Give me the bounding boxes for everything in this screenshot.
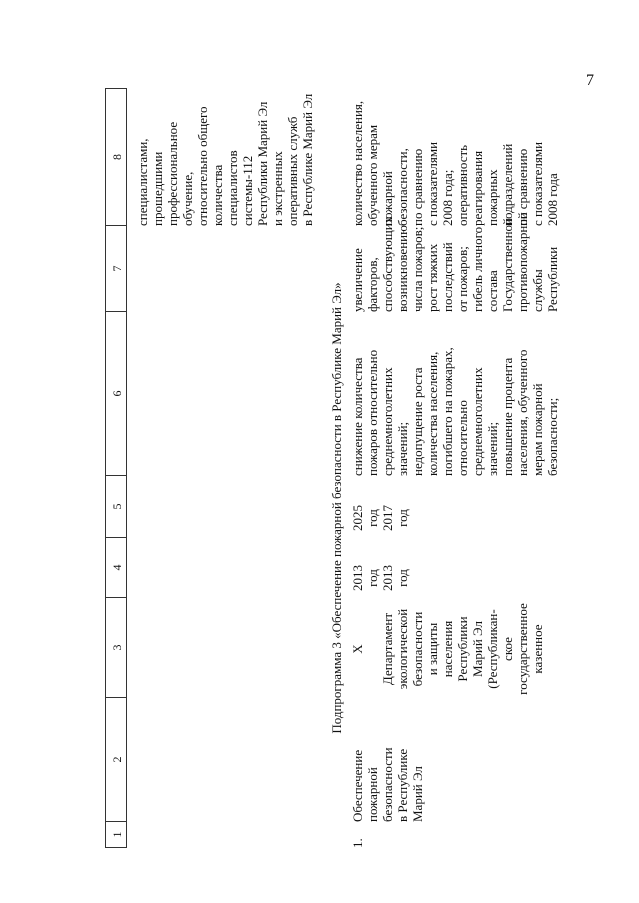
prev-col8-line: специалистов (225, 150, 240, 226)
row1-consequences-line: гибель личного (470, 226, 485, 312)
row1-end (350, 498, 410, 538)
row1-start (350, 558, 410, 598)
row1-indicators-line: количество населения, (350, 100, 365, 226)
row1-name (350, 700, 425, 822)
row1-result-line: количества населения, (425, 351, 440, 476)
header-col-5: 5 (106, 476, 127, 538)
row1-indicators-line: с показателями (530, 141, 545, 226)
row1-indicators-line: подразделений (500, 143, 515, 226)
row1-executor-line: государственное (515, 603, 530, 695)
row1-indicators-line: 2008 года; (440, 169, 455, 226)
row1-name-line: Обеспечение (350, 749, 365, 822)
row1-executor-line: населения (440, 620, 455, 678)
row1-consequences-line: увеличение (350, 248, 365, 312)
page-number: 7 (586, 72, 594, 89)
row1-end-top: 2025 (350, 505, 365, 531)
row1-executor-line: ское (500, 637, 515, 661)
prev-col8-line: оперативных служб (285, 116, 300, 226)
row1-indicators-line: по сравнению (410, 148, 425, 226)
row1-executor-line: (Республикан- (485, 609, 500, 689)
row1-executor-line: и защиты (425, 622, 440, 676)
row1-number-text: 1. (350, 838, 365, 848)
row1-result-line: безопасности; (545, 397, 560, 476)
header-col-3: 3 (106, 598, 127, 698)
row1-start-top: год (365, 569, 380, 587)
row1-end-line: 2017 (380, 505, 395, 531)
row1-indicators (350, 86, 560, 226)
row1-indicators-line: пожарных (485, 169, 500, 226)
row1-executor-line: Республики (455, 616, 470, 682)
row1-indicators-line: по сравнению (515, 148, 530, 226)
prev-col8-line: профессиональное (165, 121, 180, 226)
row1-executor-line: Марий Эл (470, 621, 485, 677)
row1-result-line: повышение процента (500, 357, 515, 476)
row1-indicators-line: 2008 года (545, 173, 560, 226)
row1-consequences-line: способствующих (380, 216, 395, 312)
header-col-7: 7 (106, 226, 127, 312)
row1-result-line: мерам пожарной (530, 383, 545, 476)
row1-result-line: погибшего на пожарах, (440, 347, 455, 476)
row1-executor (350, 600, 545, 698)
row1-end-line: год (395, 509, 410, 527)
table-header-cols (105, 88, 127, 848)
row1-result (350, 326, 560, 476)
prev-col8 (135, 76, 315, 226)
header-col-4: 4 (106, 538, 127, 598)
row1-start-top: 2013 (350, 565, 365, 591)
row1-executor-line: безопасности (410, 611, 425, 687)
prev-col8-line: количества (210, 164, 225, 226)
row1-indicators-line: реагирования (470, 150, 485, 226)
row1-indicators-line: пожарной (380, 171, 395, 226)
row1-consequences-line: числа пожаров; (410, 226, 425, 312)
header-col-1: 1 (106, 822, 127, 848)
row1-consequences-line: от пожаров; (455, 246, 470, 312)
row1-result-line: среднемноголетних (470, 367, 485, 476)
row1-result-line: относительно (455, 400, 470, 476)
header-col-6: 6 (106, 312, 127, 476)
row1-indicators-line: с показателями (425, 141, 440, 226)
row1-name-line: пожарной (365, 767, 380, 822)
prev-col8-line: Республики Марий Эл (255, 101, 270, 226)
row1-result-line: недопущение роста (410, 367, 425, 476)
row1-executor-line: казенное (530, 624, 545, 674)
row1-name-line: Марий Эл (410, 766, 425, 822)
row1-executor-top: Х (350, 644, 365, 654)
row1-start-line: 2013 (380, 565, 395, 591)
row1-consequences-line: факторов, (365, 257, 380, 312)
prev-col8-line: и экстренных (270, 151, 285, 226)
rotated-table (105, 88, 639, 848)
row1-result-line: значений; (395, 421, 410, 476)
row1-consequences-line: рост тяжких (425, 243, 440, 312)
row1-result-line: значений; (485, 421, 500, 476)
prev-col8-line: относительно общего (195, 106, 210, 226)
row1-indicators-line: оперативность (455, 144, 470, 226)
row1-consequences-line: состава (485, 270, 500, 312)
prev-col8-line: обучение, (180, 171, 195, 226)
row1-result-line: среднемноголетних (380, 367, 395, 476)
prev-col8-line: прошедшими (150, 151, 165, 226)
row1-executor-line: Департамент (380, 612, 395, 686)
row1-indicators-line: безопасности, (395, 148, 410, 226)
row1-result-line: пожаров относительно (365, 349, 380, 476)
subprogram-title: Подпрограмма 3 «Обеспечение пожарной безопасности в Республике Марий Эл» (329, 282, 344, 734)
row1-end-top: год (365, 509, 380, 527)
row1-executor-line: экологической (395, 608, 410, 690)
prev-col8-line: системы-112 (240, 155, 255, 226)
row1-consequences-line: службы (530, 269, 545, 312)
row1-consequences-line: Государственной (500, 217, 515, 312)
row1-result-line: населения, обученного (515, 349, 530, 476)
header-col-8: 8 (106, 88, 127, 226)
row1-consequences-line: возникновению (395, 225, 410, 312)
row1-consequences-line: противопожарной (515, 212, 530, 312)
row1-consequences-line: последствий (440, 242, 455, 312)
row1-name-line: безопасности (380, 747, 395, 822)
prev-col8-line: в Республике Марий Эл (300, 93, 315, 226)
row1-result-line: снижение количества (350, 357, 365, 476)
row1-consequences-line: Республики (545, 246, 560, 312)
header-col-2: 2 (106, 698, 127, 822)
row1-start-line: год (395, 569, 410, 587)
row1-name-line: в Республике (395, 748, 410, 822)
prev-col8-line: специалистами, (135, 138, 150, 226)
row1-indicators-line: обученного мерам (365, 124, 380, 226)
